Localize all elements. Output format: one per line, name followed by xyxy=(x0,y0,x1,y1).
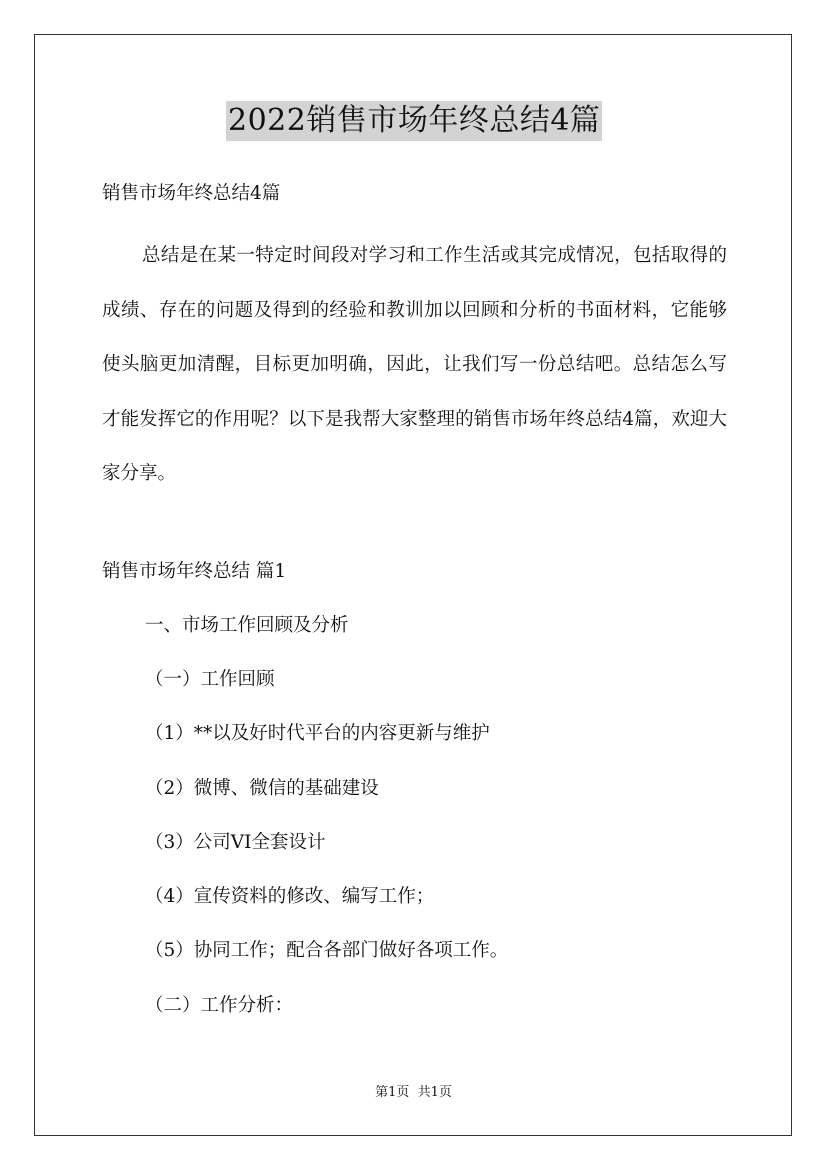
list-item: （4）宣传资料的修改、编写工作； xyxy=(145,886,435,907)
page-number-total: 共1页 xyxy=(417,1085,452,1100)
document-title: 2022销售市场年终总结4篇 xyxy=(226,101,602,141)
list-item: 一、市场工作回顾及分析 xyxy=(145,615,349,636)
list-item: （一）工作回顾 xyxy=(145,669,275,690)
page-footer xyxy=(0,1084,827,1102)
page-number-current: 第1页 xyxy=(375,1085,410,1100)
document-subtitle: 销售市场年终总结4篇 xyxy=(102,183,281,204)
list-item: （5）协同工作；配合各部门做好各项工作。 xyxy=(145,940,509,961)
list-item: （1）**以及好时代平台的内容更新与维护 xyxy=(145,723,490,744)
list-item: （二）工作分析： xyxy=(145,995,294,1016)
intro-paragraph: 总结是在某一特定时间段对学习和工作生活或其完成情况，包括取得的成绩、存在的问题及得到的经验和教训加以回顾和分析的书面材料，它能够使头脑更加清醒，目标更加明确，因此，让我们写一份总结吧。总结怎么写才能发挥它的作用呢？以下是我帮大家整理的销售市场年终总结4篇，欢迎大家分享。 xyxy=(102,245,727,484)
section-title: 销售市场年终总结 篇1 xyxy=(102,561,287,582)
list-item: （3）公司VI全套设计 xyxy=(145,832,326,853)
list-item: （2）微博、微信的基础建设 xyxy=(145,778,379,799)
